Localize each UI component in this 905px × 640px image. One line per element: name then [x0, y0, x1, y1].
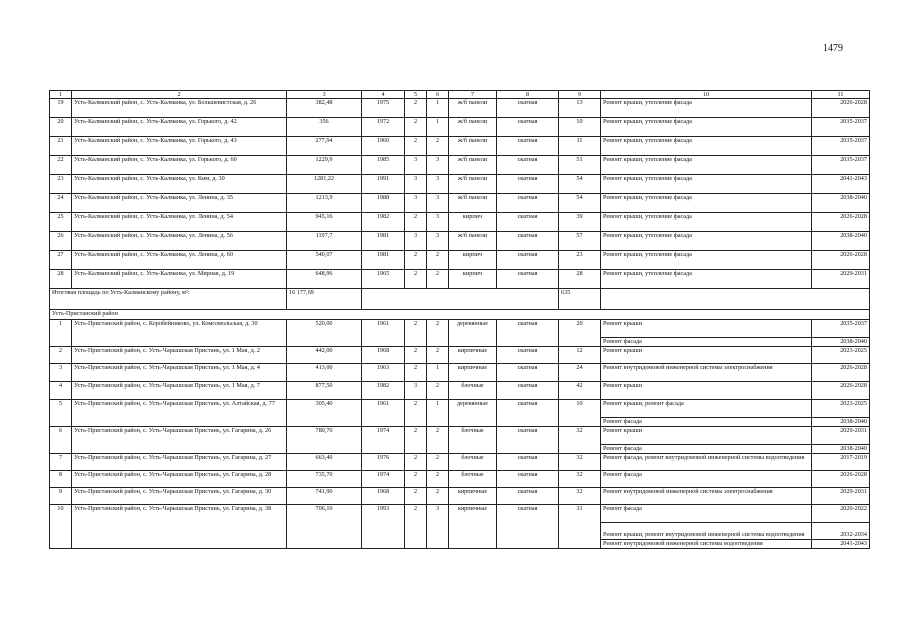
table-cell: 520,00: [287, 320, 362, 347]
table-cell: 32: [559, 488, 601, 505]
table-cell: 1982: [362, 382, 405, 400]
table-cell: 1981: [362, 232, 405, 251]
table-cell: 735,70: [287, 471, 362, 488]
table-cell: 10: [559, 118, 601, 137]
table-cell: 51: [559, 156, 601, 175]
table-cell: 1975: [362, 99, 405, 118]
table-cell: блочные: [449, 382, 497, 400]
table-cell: 23: [559, 251, 601, 270]
table-cell: 1991: [362, 175, 405, 194]
table-cell: 2041-2043: [812, 175, 870, 194]
column-number: 9: [559, 91, 601, 99]
table-cell: 2: [405, 270, 427, 289]
table-cell: [362, 289, 559, 310]
table-cell: деревянные: [449, 320, 497, 347]
table-row: [50, 270, 870, 289]
table-row: [50, 505, 870, 523]
table-cell: 2: [405, 427, 427, 454]
table-cell: 1976: [362, 454, 405, 471]
table-cell: 3: [427, 232, 449, 251]
table-cell: 1197,7: [287, 232, 362, 251]
table-cell: [601, 289, 870, 310]
table-row: [50, 454, 870, 471]
table-cell: Усть-Пристанский район, с. Усть-Чарышская Пристань, ул. Алтайская, д. 77: [72, 400, 287, 427]
table-cell: Усть-Пристанский район, с. Усть-Чарышская Пристань, ул. Гагарина, д. 30: [72, 488, 287, 505]
table-cell: 21: [50, 137, 72, 156]
table-cell: кирпич: [449, 270, 497, 289]
table-cell: 1982: [362, 213, 405, 232]
table-cell: 2035-2037: [812, 118, 870, 137]
table-cell: 2029-2031: [812, 270, 870, 289]
table-cell: Ремонт фасада: [601, 505, 812, 523]
table-cell: кирпичные: [449, 505, 497, 549]
table-row: [50, 382, 870, 400]
table-cell: 2: [427, 454, 449, 471]
table-cell: скатная: [497, 382, 559, 400]
column-number: 2: [72, 91, 287, 99]
table-cell: Ремонт крыши: [601, 382, 812, 400]
table-cell: 1281,22: [287, 175, 362, 194]
table-row: [50, 213, 870, 232]
table-cell: 2026-2028: [812, 471, 870, 488]
table-cell: 3: [427, 505, 449, 549]
table-cell: Ремонт крыши, утепление фасада: [601, 137, 812, 156]
table-cell: 2035-2037: [812, 320, 870, 338]
table-cell: 945,16: [287, 213, 362, 232]
table-cell: 2: [405, 320, 427, 347]
table-row: [50, 471, 870, 488]
table-cell: 663,40: [287, 454, 362, 471]
table-cell: Ремонт фасада: [601, 418, 812, 427]
table-cell: 2: [405, 137, 427, 156]
table-row: [50, 347, 870, 364]
table-row: [50, 175, 870, 194]
table-cell: 57: [559, 232, 601, 251]
table-cell: 277,94: [287, 137, 362, 156]
table-row: [50, 400, 870, 418]
table-cell: 2041-2043: [812, 540, 870, 549]
table-cell: 2038-2040: [812, 445, 870, 454]
table-cell: 27: [50, 251, 72, 270]
table-cell: 2: [405, 118, 427, 137]
table-cell: 3: [405, 194, 427, 213]
table-cell: 13: [559, 99, 601, 118]
table-cell: 24: [50, 194, 72, 213]
table-cell: Усть-Пристанский район, с. Коробейниково, ул. Комсомольская, д. 30: [72, 320, 287, 347]
table-cell: деревянные: [449, 400, 497, 427]
table-row: [50, 320, 870, 338]
table-cell: Усть-Пристанский район, с. Усть-Чарышская Пристань, ул. 1 Мая, д. 2: [72, 347, 287, 364]
table-cell: Ремонт крыши, утепление фасада: [601, 270, 812, 289]
table-cell: 4: [50, 382, 72, 400]
table-cell: 1968: [362, 488, 405, 505]
table-cell: 1: [427, 99, 449, 118]
column-number: 4: [362, 91, 405, 99]
table-cell: 2: [427, 382, 449, 400]
table-cell: 1963: [362, 364, 405, 382]
table-cell: Усть-Калманский район, с. Усть-Калманка, ул. Ленина, д. 56: [72, 232, 287, 251]
table-cell: Ремонт фасада, ремонт внутридомовой инженерной системы водоотведения: [601, 454, 812, 471]
table-cell: Ремонт крыши, утепление фасада: [601, 213, 812, 232]
table-cell: 2: [405, 99, 427, 118]
table-cell: 6: [50, 427, 72, 454]
table-cell: 12: [559, 347, 601, 364]
table-cell: 10: [50, 505, 72, 549]
table-cell: 2023-2025: [812, 347, 870, 364]
table-cell: 2035-2037: [812, 156, 870, 175]
table-cell: 2: [427, 427, 449, 454]
table-cell: 2: [427, 270, 449, 289]
table-cell: 2038-2040: [812, 232, 870, 251]
table-cell: 2: [50, 347, 72, 364]
column-number: 1: [50, 91, 72, 99]
table-cell: 1961: [362, 320, 405, 347]
table-cell: 2: [427, 488, 449, 505]
table-cell: 10: [559, 400, 601, 427]
table-cell: 382,48: [287, 99, 362, 118]
table-cell: 1974: [362, 427, 405, 454]
table-cell: 2: [405, 251, 427, 270]
table-cell: 26: [50, 232, 72, 251]
table-cell: Усть-Калманский район, с. Усть-Калманка, ул. Большевистская, д. 26: [72, 99, 287, 118]
table-cell: скатная: [497, 118, 559, 137]
header-row: [50, 91, 870, 99]
table-cell: 31: [559, 505, 601, 549]
table-cell: Ремонт крыши, ремонт фасада: [601, 400, 812, 418]
table-cell: 305,40: [287, 400, 362, 427]
table-cell: ж/б панели: [449, 137, 497, 156]
table-cell: 2: [427, 347, 449, 364]
table-cell: Ремонт крыши, ремонт внутридомовой инженерной системы водоотведения: [601, 523, 812, 540]
table-cell: ж/б панели: [449, 156, 497, 175]
table-cell: 356: [287, 118, 362, 137]
table-cell: кирпичные: [449, 488, 497, 505]
table-cell: 2: [405, 471, 427, 488]
table-cell: Ремонт фасада: [601, 445, 812, 454]
table-cell: скатная: [497, 175, 559, 194]
table-cell: Усть-Пристанский район, с. Усть-Чарышская Пристань, ул. 1 Мая, д. 7: [72, 382, 287, 400]
table-cell: 442,00: [287, 347, 362, 364]
table-cell: кирпичные: [449, 364, 497, 382]
table-cell: Ремонт фасада: [601, 338, 812, 347]
table-cell: ж/б панели: [449, 118, 497, 137]
table-cell: 2: [405, 505, 427, 549]
table-cell: скатная: [497, 364, 559, 382]
table-cell: 1988: [362, 194, 405, 213]
table-cell: 1968: [362, 347, 405, 364]
table-cell: Усть-Калманский район, с. Усть-Калманка, ул. Ленина, д. 35: [72, 194, 287, 213]
table-cell: Усть-Калманский район, с. Усть-Калманка, ул. Горького, д. 60: [72, 156, 287, 175]
table-cell: Ремонт крыши, утепление фасада: [601, 175, 812, 194]
table-cell: 32: [559, 427, 601, 454]
table-row: [50, 137, 870, 156]
table-cell: 1: [427, 400, 449, 427]
table-row: [50, 99, 870, 118]
table-cell: 2026-2028: [812, 99, 870, 118]
table-cell: 2026-2028: [812, 251, 870, 270]
table-cell: 2038-2040: [812, 418, 870, 427]
table-cell: Усть-Калманский район, с. Усть-Калманка, ул. Горького, д. 42: [72, 118, 287, 137]
table-cell: 32: [559, 471, 601, 488]
table-cell: Ремонт крыши, утепление фасада: [601, 194, 812, 213]
table-cell: 1985: [362, 156, 405, 175]
table-cell: 25: [50, 213, 72, 232]
table-cell: 2: [427, 320, 449, 347]
table-cell: 24: [559, 364, 601, 382]
table-cell: 2038-2040: [812, 338, 870, 347]
table-cell: 2: [405, 213, 427, 232]
column-number: 6: [427, 91, 449, 99]
table-cell: кирпичные: [449, 347, 497, 364]
table-cell: 54: [559, 194, 601, 213]
table-cell: Ремонт крыши: [601, 347, 812, 364]
table-cell: 780,70: [287, 427, 362, 454]
table-cell: 32: [559, 454, 601, 471]
column-number: 11: [812, 91, 870, 99]
table-cell: Ремонт крыши, утепление фасада: [601, 232, 812, 251]
table-row: [50, 194, 870, 213]
table-cell: 2035-2037: [812, 137, 870, 156]
column-number: 10: [601, 91, 812, 99]
column-number: 7: [449, 91, 497, 99]
table-cell: 413,00: [287, 364, 362, 382]
table-cell: 3: [427, 194, 449, 213]
table-cell: 3: [405, 232, 427, 251]
table-cell: скатная: [497, 213, 559, 232]
column-number: 8: [497, 91, 559, 99]
table-cell: 2026-2028: [812, 213, 870, 232]
table-cell: 2029-2031: [812, 427, 870, 445]
table-row: [50, 364, 870, 382]
table-cell: Ремонт крыши, утепление фасада: [601, 251, 812, 270]
table-cell: 2020-2022: [812, 505, 870, 523]
table-cell: 2032-2034: [812, 523, 870, 540]
total-area: 16 177,69: [287, 289, 362, 310]
table-cell: Ремонт внутридомовой инженерной системы водоотведения: [601, 540, 812, 549]
table-cell: 2: [405, 364, 427, 382]
table-cell: 540,07: [287, 251, 362, 270]
column-number: 5: [405, 91, 427, 99]
table-cell: скатная: [497, 251, 559, 270]
table-cell: ж/б панели: [449, 194, 497, 213]
table-cell: Ремонт крыши, утепление фасада: [601, 99, 812, 118]
table-cell: 1960: [362, 137, 405, 156]
table-cell: Ремонт крыши, утепление фасада: [601, 156, 812, 175]
total-quantity: 635: [559, 289, 601, 310]
table-cell: скатная: [497, 194, 559, 213]
housing-register-table: [49, 90, 870, 549]
table-cell: скатная: [497, 471, 559, 488]
table-cell: блочные: [449, 471, 497, 488]
table-cell: скатная: [497, 99, 559, 118]
table-row: [50, 427, 870, 445]
table-cell: скатная: [497, 347, 559, 364]
total-row: [50, 289, 870, 310]
table-cell: Усть-Калманский район, с. Усть-Калманка, ул. Мирная, д. 19: [72, 270, 287, 289]
table-cell: 2023-2025: [812, 400, 870, 418]
table-cell: 39: [559, 213, 601, 232]
table-cell: 3: [427, 175, 449, 194]
table-cell: 9: [50, 488, 72, 505]
table-cell: 2: [427, 251, 449, 270]
table-cell: 1981: [362, 251, 405, 270]
table-row: [50, 232, 870, 251]
table-cell: Усть-Пристанский район, с. Усть-Чарышская Пристань, ул. Гагарина, д. 27: [72, 454, 287, 471]
table-cell: Усть-Калманский район, с. Усть-Калманка, ул. Ленина, д. 54: [72, 213, 287, 232]
table-cell: 1: [427, 364, 449, 382]
table-row: [50, 251, 870, 270]
table-cell: 1974: [362, 471, 405, 488]
total-label: Итоговая площадь по Усть-Калманскому району, м²:: [50, 289, 287, 310]
table-cell: 3: [405, 382, 427, 400]
column-number: 3: [287, 91, 362, 99]
page-number: 1479: [823, 43, 843, 54]
table-cell: 2029-2031: [812, 488, 870, 505]
table-cell: ж/б панели: [449, 232, 497, 251]
table-cell: 20: [559, 320, 601, 347]
table-cell: 1972: [362, 118, 405, 137]
table-cell: блочные: [449, 427, 497, 454]
table-cell: 2: [405, 454, 427, 471]
table-cell: 3: [50, 364, 72, 382]
table-cell: Усть-Пристанский район, с. Усть-Чарышская Пристань, ул. Гагарина, д. 26: [72, 427, 287, 454]
table-cell: 2026-2028: [812, 364, 870, 382]
table-cell: 706,10: [287, 505, 362, 549]
table-cell: Усть-Калманский район, с. Усть-Калманка, ул. Ленина, д. 60: [72, 251, 287, 270]
table-cell: 22: [50, 156, 72, 175]
table-cell: 1: [50, 320, 72, 347]
table-row: [50, 488, 870, 505]
table-cell: ж/б панели: [449, 99, 497, 118]
table-cell: 2017-2019: [812, 454, 870, 471]
table-cell: Ремонт внутридомовой инженерной системы электроснабжения: [601, 488, 812, 505]
table-cell: скатная: [497, 270, 559, 289]
table-cell: 3: [405, 175, 427, 194]
table-cell: Усть-Калманский район, с. Усть-Калманка, ул. Ким, д. 30: [72, 175, 287, 194]
table-cell: 877,50: [287, 382, 362, 400]
section-row: [50, 310, 870, 320]
table-cell: 2: [427, 471, 449, 488]
table-cell: 42: [559, 382, 601, 400]
table-cell: 1965: [362, 270, 405, 289]
table-cell: Ремонт крыши, утепление фасада: [601, 118, 812, 137]
table-cell: 54: [559, 175, 601, 194]
table-cell: Усть-Пристанский район, с. Усть-Чарышская Пристань, ул. 1 Мая, д. 4: [72, 364, 287, 382]
table-cell: ж/б панели: [449, 175, 497, 194]
table-cell: 20: [50, 118, 72, 137]
table-cell: 741,90: [287, 488, 362, 505]
table-cell: 7: [50, 454, 72, 471]
table-cell: 1: [427, 118, 449, 137]
table-cell: 8: [50, 471, 72, 488]
table-cell: 3: [427, 213, 449, 232]
table-cell: скатная: [497, 232, 559, 251]
table-cell: скатная: [497, 400, 559, 427]
table-cell: 648,96: [287, 270, 362, 289]
table-cell: 2038-2040: [812, 194, 870, 213]
table-cell: 2: [427, 137, 449, 156]
table-cell: 5: [50, 400, 72, 427]
table-cell: 1229,9: [287, 156, 362, 175]
table-cell: скатная: [497, 454, 559, 471]
table-cell: Усть-Пристанский район, с. Усть-Чарышская Пристань, ул. Гагарина, д. 38: [72, 505, 287, 549]
table-cell: скатная: [497, 488, 559, 505]
table-cell: 1961: [362, 400, 405, 427]
table-cell: 2: [405, 347, 427, 364]
table-cell: 3: [405, 156, 427, 175]
table-cell: скатная: [497, 505, 559, 549]
table-cell: 2026-2028: [812, 382, 870, 400]
table-cell: скатная: [497, 156, 559, 175]
table-row: [50, 118, 870, 137]
table-cell: 2: [405, 400, 427, 427]
table-cell: 2: [405, 488, 427, 505]
table-cell: Усть-Пристанский район, с. Усть-Чарышская Пристань, ул. Гагарина, д. 28: [72, 471, 287, 488]
table-cell: Ремонт внутридомовой инженерной системы электроснабжения: [601, 364, 812, 382]
section-title: Усть-Пристанский район: [50, 310, 870, 320]
table-cell: Ремонт фасада: [601, 471, 812, 488]
table-cell: скатная: [497, 320, 559, 347]
table-cell: Усть-Калманский район, с. Усть-Калманка, ул. Горького, д. 43: [72, 137, 287, 156]
table-cell: 23: [50, 175, 72, 194]
table-cell: блочные: [449, 454, 497, 471]
table-cell: 1993: [362, 505, 405, 549]
table-cell: скатная: [497, 137, 559, 156]
table-cell: Ремонт крыши: [601, 427, 812, 445]
table-cell: 3: [427, 156, 449, 175]
table-cell: 28: [559, 270, 601, 289]
table-cell: кирпич: [449, 251, 497, 270]
table-row: [50, 156, 870, 175]
table-cell: кирпич: [449, 213, 497, 232]
table-cell: 28: [50, 270, 72, 289]
table-cell: Ремонт крыши: [601, 320, 812, 338]
table-cell: 11: [559, 137, 601, 156]
table-cell: скатная: [497, 427, 559, 454]
table-cell: 19: [50, 99, 72, 118]
table-cell: 1213,9: [287, 194, 362, 213]
